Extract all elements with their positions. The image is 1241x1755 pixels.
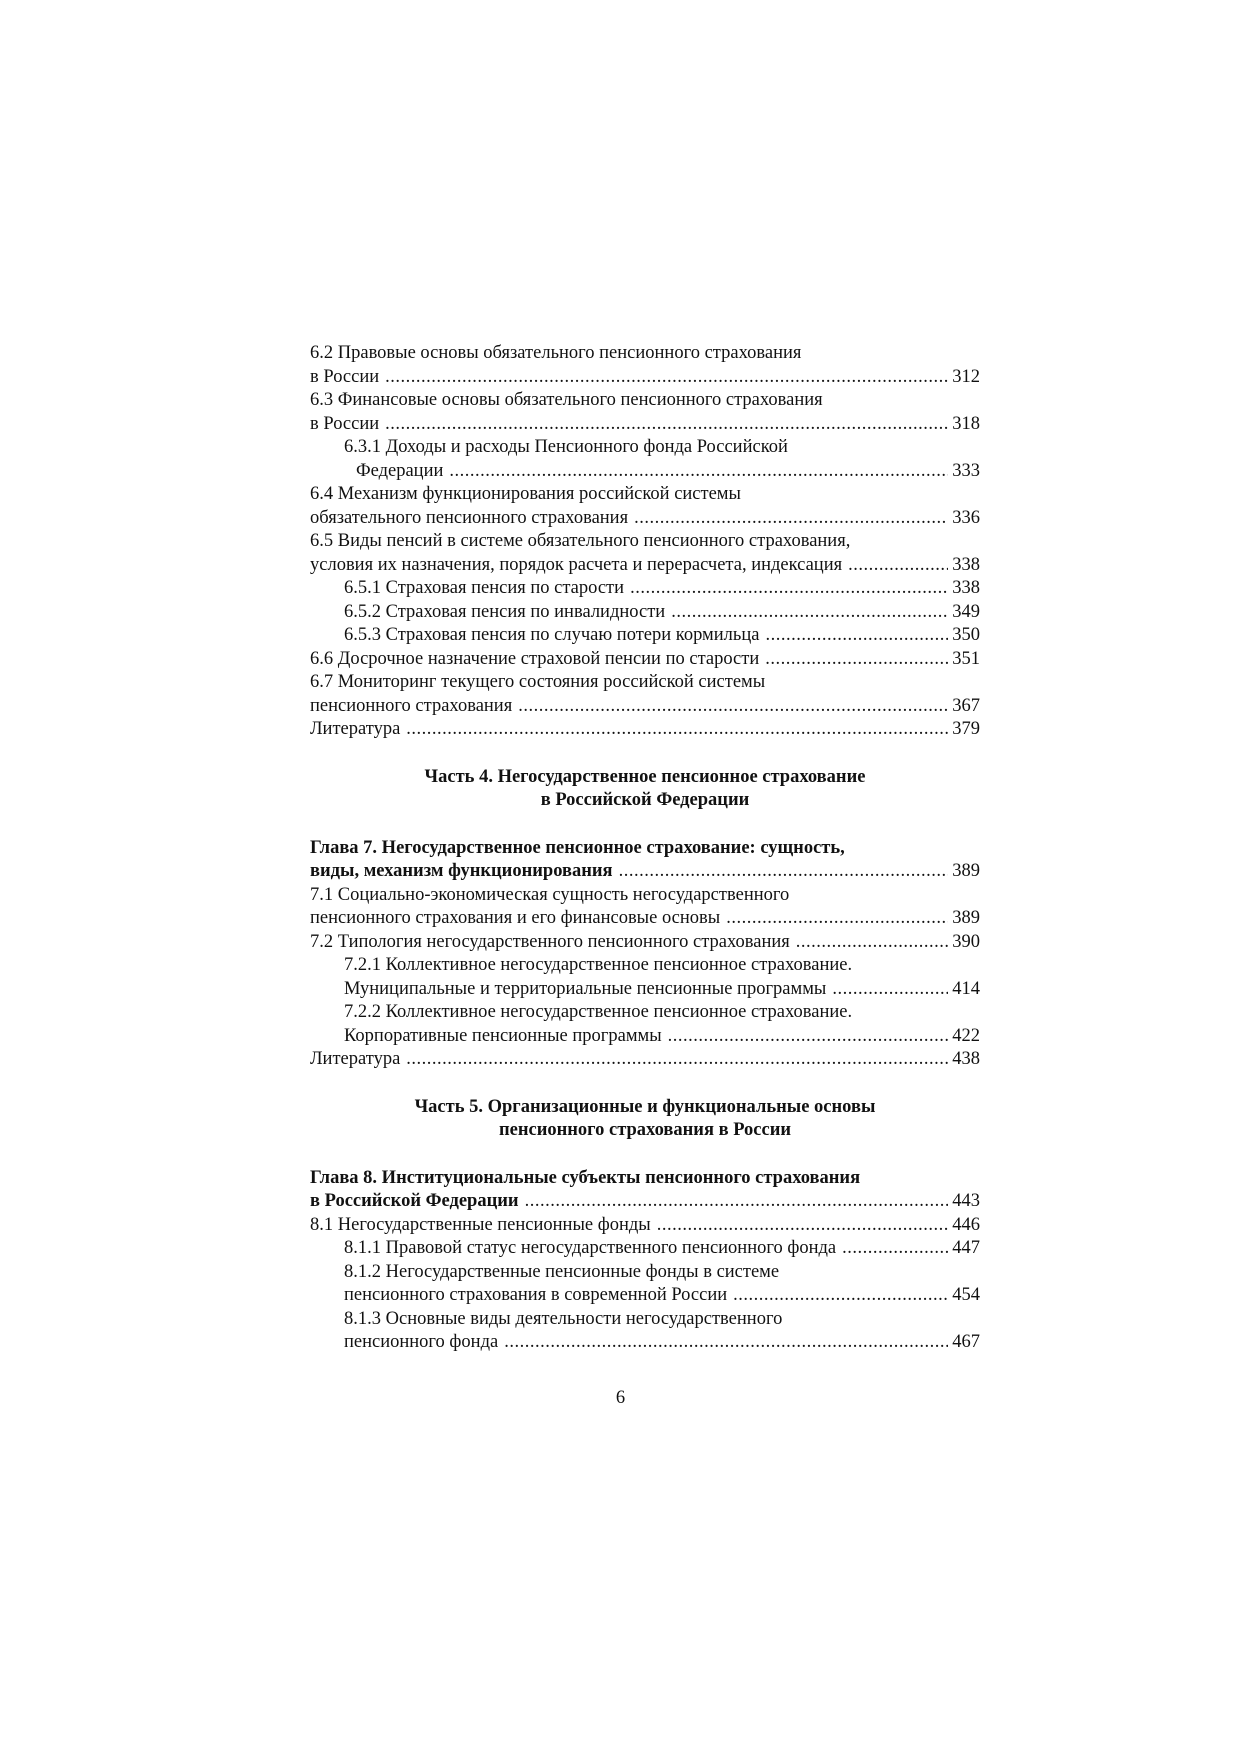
toc-page-number: 454 xyxy=(952,1285,980,1305)
toc-entry-title-end: пенсионного страхования и его финансовые основы xyxy=(310,908,721,928)
toc-entry-6-6 xyxy=(310,648,980,672)
dot-leader xyxy=(525,1190,949,1214)
toc-entry-literature-7 xyxy=(310,1048,980,1072)
dot-leader xyxy=(630,577,948,601)
dot-leader xyxy=(671,601,948,625)
dot-leader xyxy=(634,507,948,531)
toc-entry-title-end: 6.5.2 Страховая пенсия по инвалидности xyxy=(344,601,666,622)
toc-entry-title: 6.3.1 Доходы и расходы Пенсионного фонда Российской xyxy=(344,437,788,457)
toc-entry-title-end: в Российской Федерации xyxy=(310,1191,519,1211)
toc-entry-8-1-1 xyxy=(310,1237,980,1261)
toc-entry-title-end: 8.1 Негосударственные пенсионные фонды xyxy=(310,1214,651,1235)
dot-leader xyxy=(406,1048,948,1072)
toc-entry-title: Глава 7. Негосударственное пенсионное страхование: сущность, xyxy=(310,837,845,858)
toc-entry-title: 6.5 Виды пенсий в системе обязательного пенсионного страхования, xyxy=(310,531,851,551)
toc-chapter-7 xyxy=(310,837,980,884)
dot-leader xyxy=(765,648,948,672)
toc-page-number: 443 xyxy=(952,1191,980,1211)
dot-leader xyxy=(385,366,948,390)
dot-leader xyxy=(832,978,948,1002)
toc-page-number: 379 xyxy=(952,719,980,739)
toc-entry-title: 6.3 Финансовые основы обязательного пенсионного страхования xyxy=(310,390,823,410)
toc-entry-title-end: условия их назначения, порядок расчета и перерасчета, индексация xyxy=(310,554,843,575)
toc-entry-title-end: 6.5.1 Страховая пенсия по старости xyxy=(344,578,625,598)
toc-entry-title-end: 8.1.1 Правовой статус негосударственного пенсионного фонда xyxy=(344,1238,837,1258)
toc-entry-6-5-3 xyxy=(310,624,980,648)
toc-entry-6-3 xyxy=(310,389,980,436)
dot-leader xyxy=(726,907,948,931)
toc-entry-8-1-3 xyxy=(310,1308,980,1355)
toc-entry-title: 8.1.3 Основные виды деятельности негосударственного xyxy=(344,1308,783,1329)
toc-entry-6-5 xyxy=(310,530,980,577)
toc-page-number: 349 xyxy=(952,601,980,622)
dot-leader xyxy=(848,554,948,578)
toc-entry-8-1-2 xyxy=(310,1261,980,1308)
toc-entry-7-2-1 xyxy=(310,954,980,1001)
toc-page-number: 333 xyxy=(952,460,980,481)
toc-entry-title-end: обязательного пенсионного страхования xyxy=(310,507,629,528)
toc-entry-7-1 xyxy=(310,884,980,931)
toc-entry-title-end: 7.2 Типология негосударственного пенсионного страхования xyxy=(310,931,790,952)
toc-page-number: 447 xyxy=(952,1238,980,1258)
toc-entry-title-end: в России xyxy=(310,366,380,387)
part-heading-line: Часть 5. Организационные и функциональные основы xyxy=(414,1096,876,1117)
toc-page-number: 350 xyxy=(952,625,980,645)
toc-entry-title: 6.7 Мониторинг текущего состояния российской системы xyxy=(310,672,766,692)
toc-page-number: 312 xyxy=(952,366,980,387)
toc-entry-title-end: 6.6 Досрочное назначение страховой пенсии по старости xyxy=(310,648,760,669)
toc-page-number: 336 xyxy=(952,507,980,528)
part-heading-4 xyxy=(310,766,980,813)
toc-entry-title: 7.1 Социально-экономическая сущность негосударственного xyxy=(310,884,790,905)
page-number: 6 xyxy=(615,1388,626,1408)
toc-entry-title-end: пенсионного страхования в современной России xyxy=(344,1285,728,1305)
dot-leader xyxy=(406,718,948,742)
toc-page-number: 389 xyxy=(952,861,980,881)
toc-entry-6-3-1 xyxy=(310,436,980,483)
toc-entry-6-2 xyxy=(310,342,980,389)
toc-page-number: 351 xyxy=(952,648,980,669)
toc-page-number: 414 xyxy=(952,978,980,999)
toc-entry-8-1 xyxy=(310,1214,980,1238)
toc-entry-title: Глава 8. Институциональные субъекты пенсионного страхования xyxy=(310,1167,861,1188)
part-heading-line: в Российской Федерации xyxy=(540,790,750,810)
toc-entry-6-5-1 xyxy=(310,577,980,601)
toc-entry-title-end: виды, механизм функционирования xyxy=(310,861,613,881)
toc-entry-title: 6.4 Механизм функционирования российской системы xyxy=(310,484,741,504)
toc-entry-title: 7.2.2 Коллективное негосударственное пенсионное страхование. xyxy=(344,1002,853,1022)
toc-page-number: 467 xyxy=(952,1332,980,1352)
dot-leader xyxy=(657,1214,949,1238)
toc-entry-literature-6 xyxy=(310,718,980,742)
toc-entry-title-end: Корпоративные пенсионные программы xyxy=(344,1025,662,1046)
toc-entry-title: 7.2.1 Коллективное негосударственное пенсионное страхование. xyxy=(344,955,853,975)
toc-entry-title-end: Литература xyxy=(310,719,401,739)
toc-entry-title-end: пенсионного страхования xyxy=(310,695,513,716)
dot-leader xyxy=(796,931,948,955)
toc-entry-title-end: пенсионного фонда xyxy=(344,1332,499,1352)
part-heading-5 xyxy=(310,1096,980,1143)
toc-entry-title: 6.2 Правовые основы обязательного пенсионного страхования xyxy=(310,343,802,363)
toc-page-number: 389 xyxy=(952,908,980,928)
dot-leader xyxy=(765,624,948,648)
toc-entry-title: 8.1.2 Негосударственные пенсионные фонды в системе xyxy=(344,1261,780,1282)
toc-chapter-8 xyxy=(310,1167,980,1214)
toc-page-number: 338 xyxy=(952,578,980,598)
toc-page-number: 318 xyxy=(952,413,980,434)
toc-page-number: 367 xyxy=(952,695,980,716)
part-heading-line: Часть 4. Негосударственное пенсионное страхование xyxy=(424,766,866,787)
toc-entry-6-4 xyxy=(310,483,980,530)
toc-page-number: 438 xyxy=(952,1049,980,1069)
toc-page-number: 390 xyxy=(952,931,980,952)
toc-entry-title-end: 6.5.3 Страховая пенсия по случаю потери кормильца xyxy=(344,625,760,645)
toc-entry-title-end: Литература xyxy=(310,1049,401,1069)
toc-entry-title-end: Муниципальные и территориальные пенсионные программы xyxy=(344,978,827,999)
toc-entry-7-2-2 xyxy=(310,1001,980,1048)
toc-entry-6-5-2 xyxy=(310,601,980,625)
toc-page-number: 422 xyxy=(952,1025,980,1046)
dot-leader xyxy=(449,460,948,484)
toc-entry-title-end: в России xyxy=(310,413,380,434)
dot-leader xyxy=(504,1331,948,1355)
toc-page-number: 338 xyxy=(952,554,980,575)
table-of-contents xyxy=(310,342,980,1355)
toc-entry-title-end: Федерации xyxy=(356,460,444,481)
dot-leader xyxy=(518,695,948,719)
dot-leader xyxy=(619,860,949,884)
toc-entry-7-2 xyxy=(310,931,980,955)
dot-leader xyxy=(733,1284,948,1308)
dot-leader xyxy=(842,1237,948,1261)
toc-entry-6-7 xyxy=(310,671,980,718)
dot-leader xyxy=(668,1025,949,1049)
dot-leader xyxy=(385,413,948,437)
toc-page-number: 446 xyxy=(952,1214,980,1235)
part-heading-line: пенсионного страхования в России xyxy=(498,1120,792,1140)
